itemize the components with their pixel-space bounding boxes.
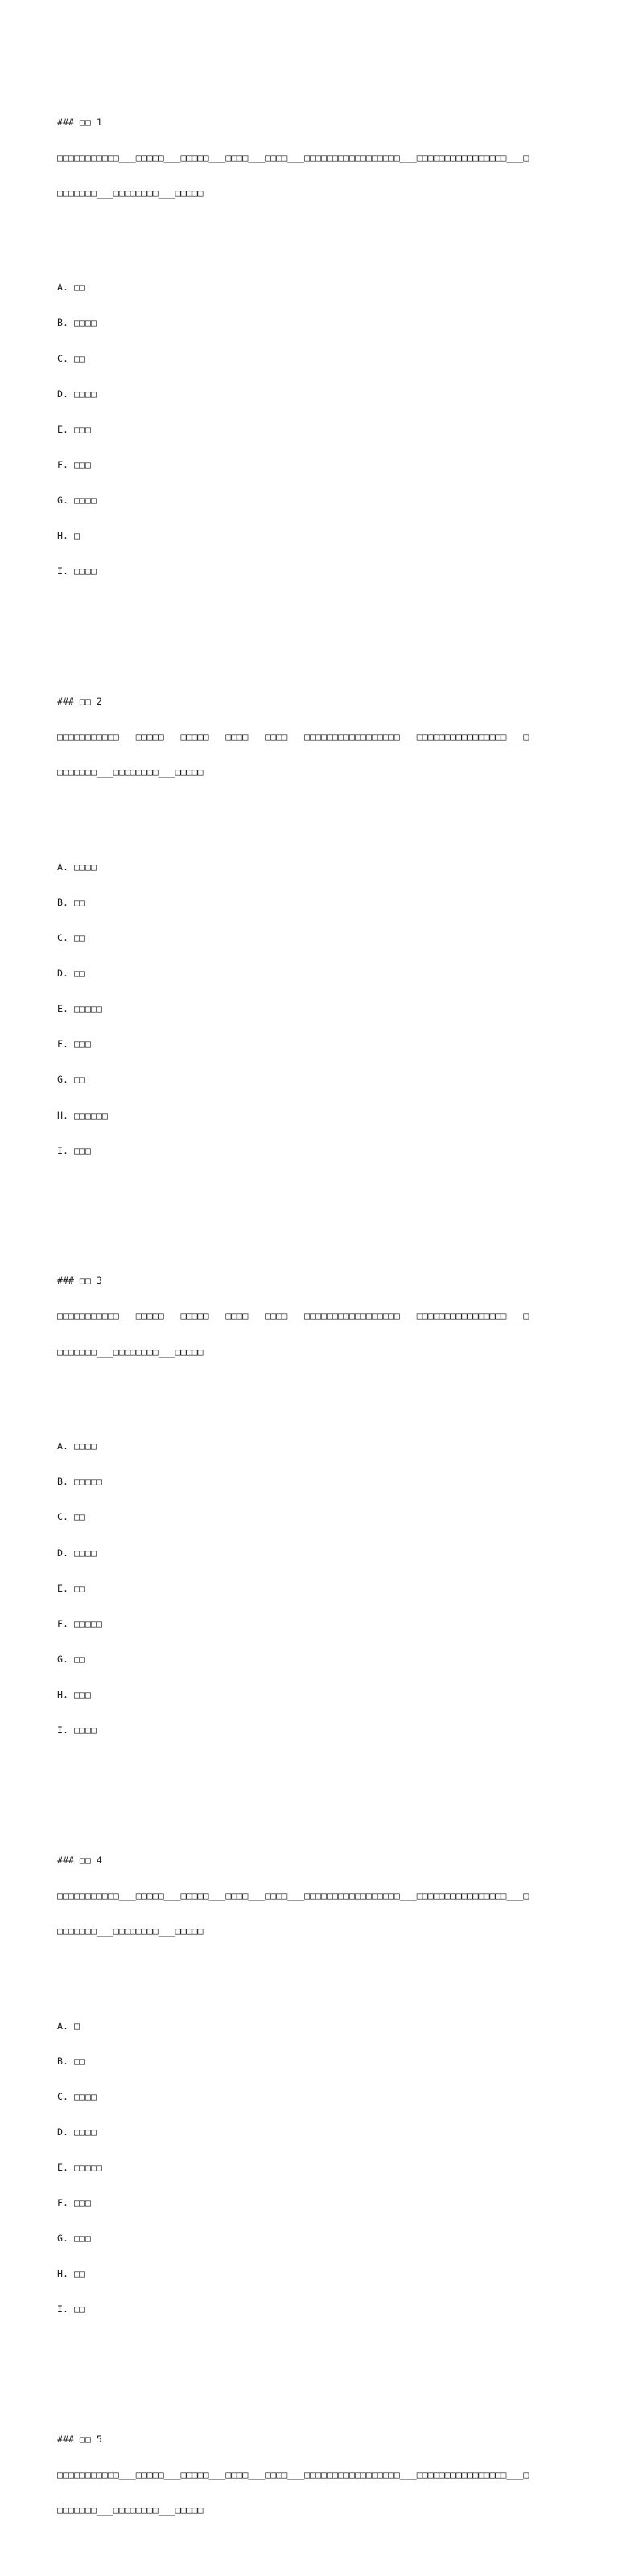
question-4 [57,1830,572,2363]
question-stem-line: □□□□□□□___□□□□□□□□___□□□□□ [57,2504,204,2516]
option-f: F. □□□ [57,458,91,470]
option-h: H. □□□□□□ [57,1109,108,1121]
option-list [57,1996,572,2339]
option-i: I. □□□ [57,1144,91,1157]
question-stem-line: □□□□□□□□□□□___□□□□□___□□□□□___□□□□___□□□□___□□□□□□□□□□□□□□□□□___□□□□□□□□□□□□□□□□___□ [57,731,529,743]
spacer [57,1382,572,1394]
question-stem-line: □□□□□□□□□□□___□□□□□___□□□□□___□□□□___□□□□___□□□□□□□□□□□□□□□□□___□□□□□□□□□□□□□□□□___□ [57,2469,529,2481]
question-heading: ### □□ 1 [57,116,102,128]
option-g: G. □□□ [57,2233,91,2245]
option-g: G. □□ [57,1074,85,1086]
option-a: A. □ [57,2019,80,2032]
option-list [57,837,572,1180]
option-i: I. □□□□ [57,565,97,577]
question-heading: ### □□ 2 [57,695,102,707]
option-h: H. □ [57,530,80,542]
option-b: B. □□□□ [57,317,97,329]
spacer [57,223,572,235]
option-e: E. □□□ [57,423,91,435]
question-3 [57,1251,572,1784]
question-stem-line: □□□□□□□___□□□□□□□□___□□□□□ [57,766,204,779]
spacer [57,1961,572,1973]
option-h: H. □□□ [57,1688,91,1700]
question-stem-line: □□□□□□□□□□□___□□□□□___□□□□□___□□□□___□□□□___□□□□□□□□□□□□□□□□□___□□□□□□□□□□□□□□□□___□ [57,151,529,163]
question-stem-line: □□□□□□□□□□□___□□□□□___□□□□□___□□□□___□□□□___□□□□□□□□□□□□□□□□□___□□□□□□□□□□□□□□□□___□ [57,1310,529,1322]
option-a: A. □□□□ [57,861,97,873]
question-heading: ### □□ 5 [57,2434,102,2446]
option-e: E. □□□□□ [57,2162,102,2174]
option-c: C. □□ [57,352,85,364]
option-list [57,258,572,601]
option-f: F. □□□ [57,2197,91,2209]
document-page [57,57,572,2576]
option-a: A. □□ [57,281,85,294]
option-c: C. □□ [57,931,85,943]
option-f: F. □□□□□ [57,1617,102,1629]
question-heading: ### □□ 3 [57,1275,102,1287]
option-g: G. □□ [57,1653,85,1665]
question-5 [57,2410,572,2541]
spacer [57,802,572,814]
option-e: E. □□□□□ [57,1003,102,1015]
question-stem-line: □□□□□□□___□□□□□□□□___□□□□□ [57,1925,204,1937]
question-stem-line: □□□□□□□___□□□□□□□□___□□□□□ [57,1346,204,1358]
option-b: B. □□ [57,896,85,908]
option-d: D. □□□□ [57,1547,97,1559]
option-list [57,1417,572,1760]
option-i: I. □□□□ [57,1724,97,1736]
question-stem-line: □□□□□□□□□□□___□□□□□___□□□□□___□□□□___□□□□___□□□□□□□□□□□□□□□□□___□□□□□□□□□□□□□□□□___□ [57,1889,529,1901]
option-i: I. □□ [57,2303,85,2315]
option-c: C. □□ [57,1511,85,1523]
option-f: F. □□□ [57,1038,91,1050]
option-h: H. □□ [57,2268,85,2280]
question-2 [57,672,572,1205]
option-d: D. □□ [57,968,85,980]
option-g: G. □□□□ [57,495,97,506]
option-b: B. □□□□□ [57,1476,102,1488]
question-stem-line: □□□□□□□___□□□□□□□□___□□□□□ [57,187,204,199]
question-1 [57,92,572,625]
option-d: D. □□□□ [57,2126,97,2138]
question-heading: ### □□ 4 [57,1854,102,1866]
option-c: C. □□□□ [57,2090,97,2102]
option-b: B. □□ [57,2055,85,2067]
option-a: A. □□□□ [57,1440,97,1452]
option-d: D. □□□□ [57,388,97,400]
option-e: E. □□ [57,1582,85,1594]
